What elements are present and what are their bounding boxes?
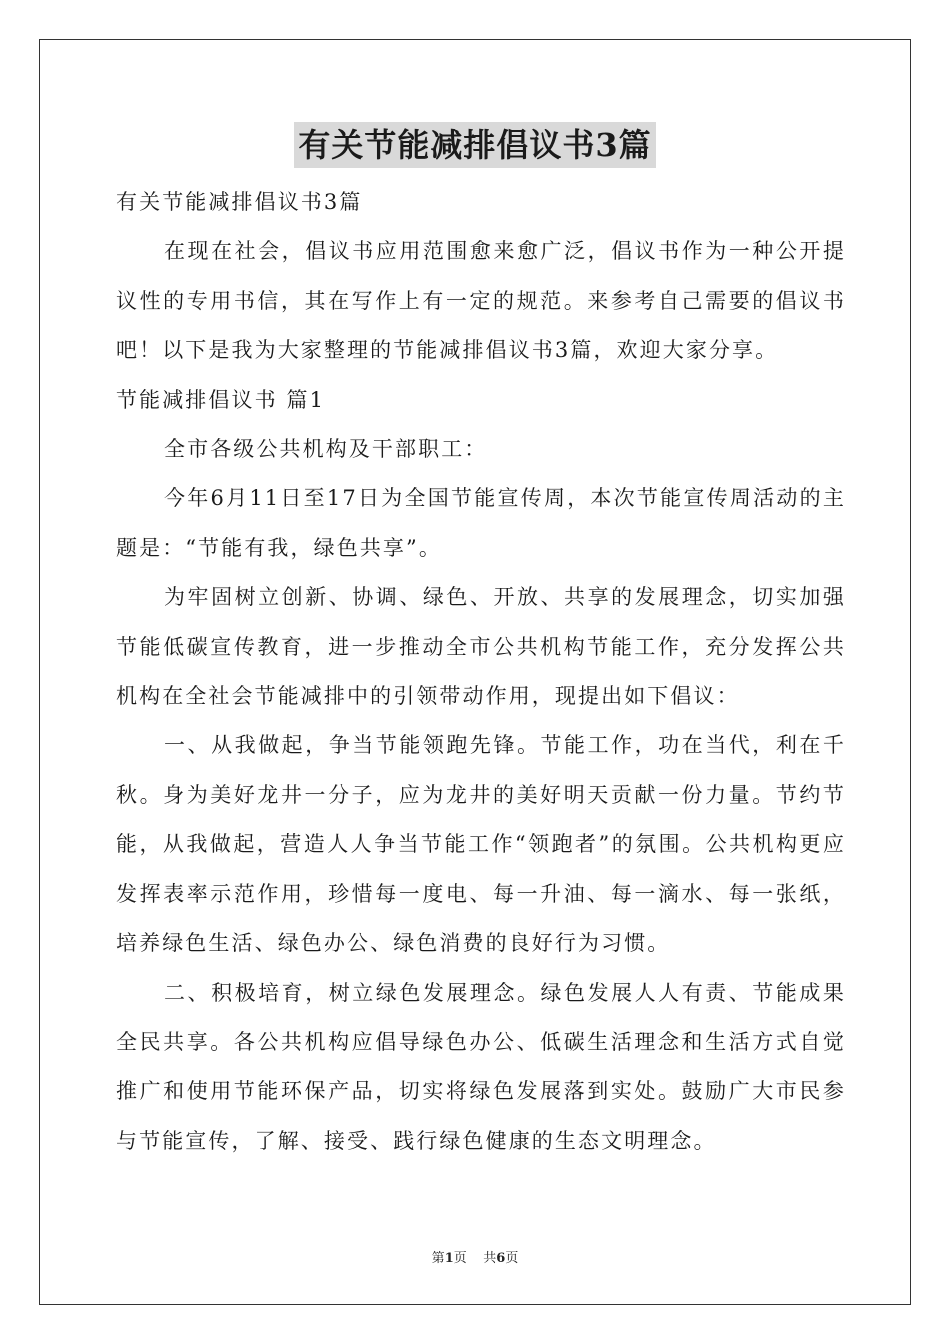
- paragraph-heading: 有关节能减排倡议书3篇: [116, 190, 363, 214]
- section-heading: 节能减排倡议书 篇1: [116, 387, 326, 412]
- footer-page-total: 6: [496, 1251, 506, 1266]
- paragraph-purpose: 为牢固树立创新、协调、绿色、开放、共享的发展理念，切实加强节能低碳宣传教育，进一步推动全市公共机构节能工作，充分发挥公共机构在全社会节能减排中的引领带动作用，现提出如下倡议：: [116, 585, 846, 709]
- document-body: [116, 178, 846, 1166]
- page-footer: [0, 1247, 950, 1266]
- paragraph-intro: 在现在社会，倡议书应用范围愈来愈广泛，倡议书作为一种公开提议性的专用书信，其在写作上有一定的规范。来参考自己需要的倡议书吧！以下是我为大家整理的节能减排倡议书3篇，欢迎大家分享。: [116, 239, 846, 363]
- paragraph-salutation: 全市各级公共机构及干部职工：: [164, 437, 488, 462]
- document-title: 有关节能减排倡议书3篇: [294, 122, 655, 168]
- paragraph-point-2: 二、积极培育，树立绿色发展理念。绿色发展人人有责、节能成果全民共享。各公共机构应倡导绿色办公、低碳生活理念和生活方式自觉推广和使用节能环保产品，切实将绿色发展落到实处。鼓励广大市民参与节能宣传，了解、接受、践行绿色健康的生态文明理念。: [116, 980, 846, 1153]
- paragraph-point-1: 一、从我做起，争当节能领跑先锋。节能工作，功在当代，利在千秋。身为美好龙井一分子，应为龙井的美好明天贡献一份力量。节约节能，从我做起，营造人人争当节能工作“领跑者”的氛围。公共机构更应发挥表率示范作用，珍惜每一度电、每一升油、每一滴水、每一张纸，培养绿色生活、绿色办公、绿色消费的良好行为习惯。: [116, 733, 846, 956]
- footer-page-mid: 页 共: [453, 1251, 497, 1266]
- paragraph-theme: 今年6月11日至17日为全国节能宣传周，本次节能宣传周活动的主题是：“节能有我，绿色共享”。: [116, 486, 846, 560]
- footer-page-suffix: 页: [505, 1251, 519, 1266]
- footer-page-current: 1: [444, 1251, 454, 1266]
- document-title-block: [0, 122, 950, 168]
- footer-page-prefix: 第: [431, 1251, 445, 1266]
